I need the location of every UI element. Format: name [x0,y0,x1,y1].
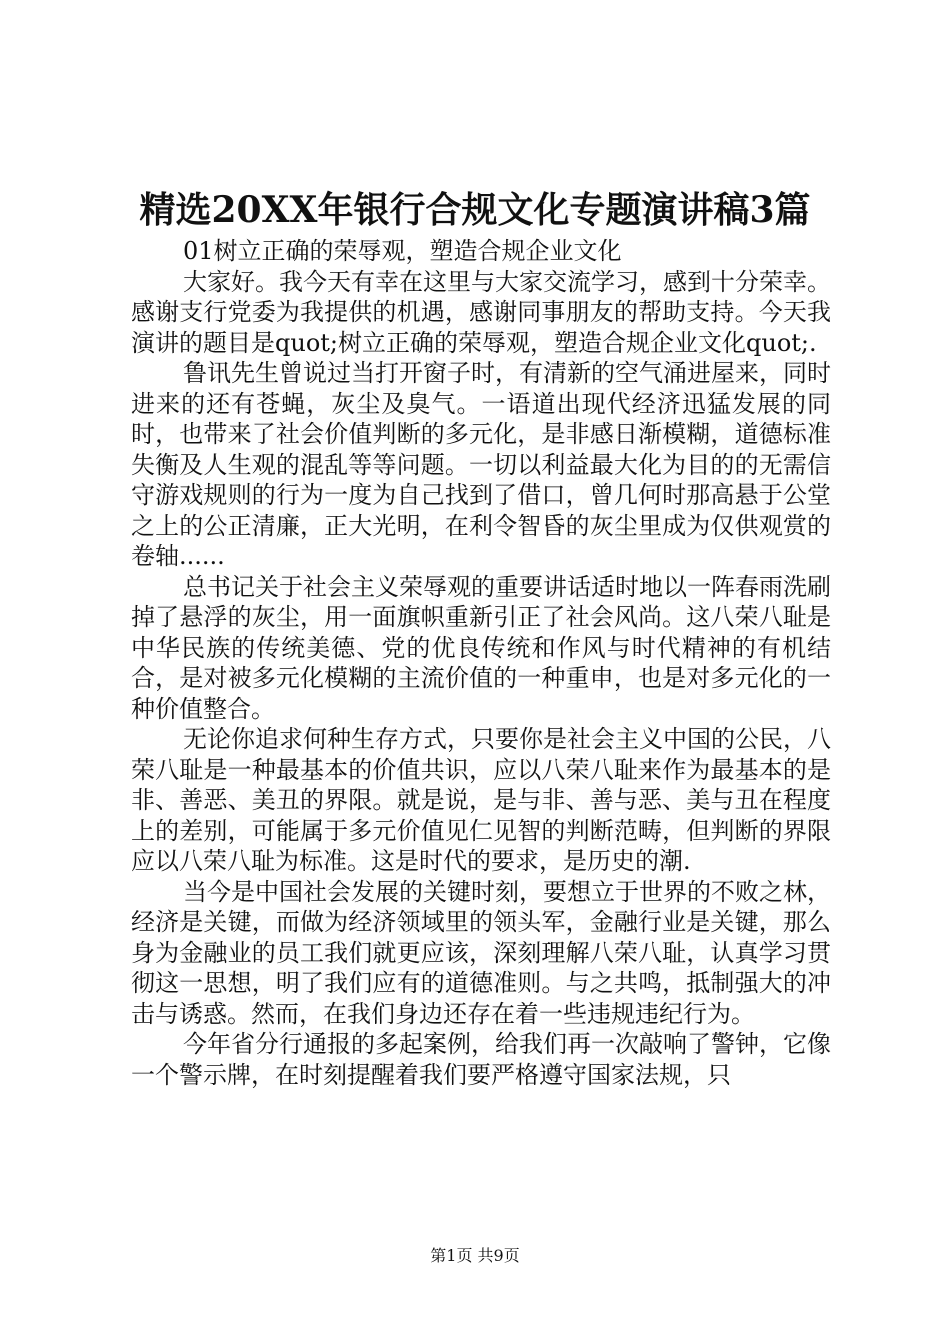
paragraph: 大家好。我今天有幸在这里与大家交流学习，感到十分荣幸。感谢支行党委为我提供的机遇，感谢同事朋友的帮助支持。今天我演讲的题目是quot;树立正确的荣辱观，塑造合规企业文化quot;. [131,267,831,357]
document-body [131,236,831,1090]
paragraph: 今年省分行通报的多起案例，给我们再一次敲响了警钟，它像一个警示牌，在时刻提醒着我们要严格遵守国家法规，只 [131,1030,831,1089]
paragraph: 无论你追求何种生存方式，只要你是社会主义中国的公民，八荣八耻是一种最基本的价值共识，应以八荣八耻来作为最基本的是非、善恶、美丑的界限。就是说，是与非、善与恶、美与丑在程度上的差别，可能属于多元价值见仁见智的判断范畴，但判断的界限应以八荣八耻为标准。这是时代的要求，是历史的潮. [131,725,831,875]
document-title: 精选20XX年银行合规文化专题演讲稿3篇 [139,189,811,231]
paragraph: 鲁讯先生曾说过当打开窗子时，有清新的空气涌进屋来，同时进来的还有苍蝇，灰尘及臭气。一语道出现代经济迅猛发展的同时，也带来了社会价值判断的多元化，是非感日渐模糊，道德标准失衡及人生观的混乱等等问题。一切以利益最大化为目的的无需信守游戏规则的行为一度为自己找到了借口，曾几何时那高悬于公堂之上的公正清廉，正大光明，在利令智昏的灰尘里成为仅供观赏的卷轴...... [131,359,831,570]
page-footer: 第1页 共9页 [430,1246,520,1265]
paragraph-heading: 01树立正确的荣辱观，塑造合规企业文化 [183,237,622,265]
paragraph: 总书记关于社会主义荣辱观的重要讲话适时地以一阵春雨洗刷掉了悬浮的灰尘，用一面旗帜重新引正了社会风尚。这八荣八耻是中华民族的传统美德、党的优良传统和作风与时代精神的有机结合，是对被多元化模糊的主流价值的一种重申，也是对多元化的一种价值整合。 [131,572,831,723]
paragraph: 当今是中国社会发展的关键时刻，要想立于世界的不败之林，经济是关键，而做为经济领域里的领头军，金融行业是关键，那么身为金融业的员工我们就更应该，深刻理解八荣八耻，认真学习贯彻这一思想，明了我们应有的道德准则。与之共鸣，抵制强大的冲击与诱惑。然而，在我们身边还存在着一些违规违纪行为。 [131,877,831,1028]
